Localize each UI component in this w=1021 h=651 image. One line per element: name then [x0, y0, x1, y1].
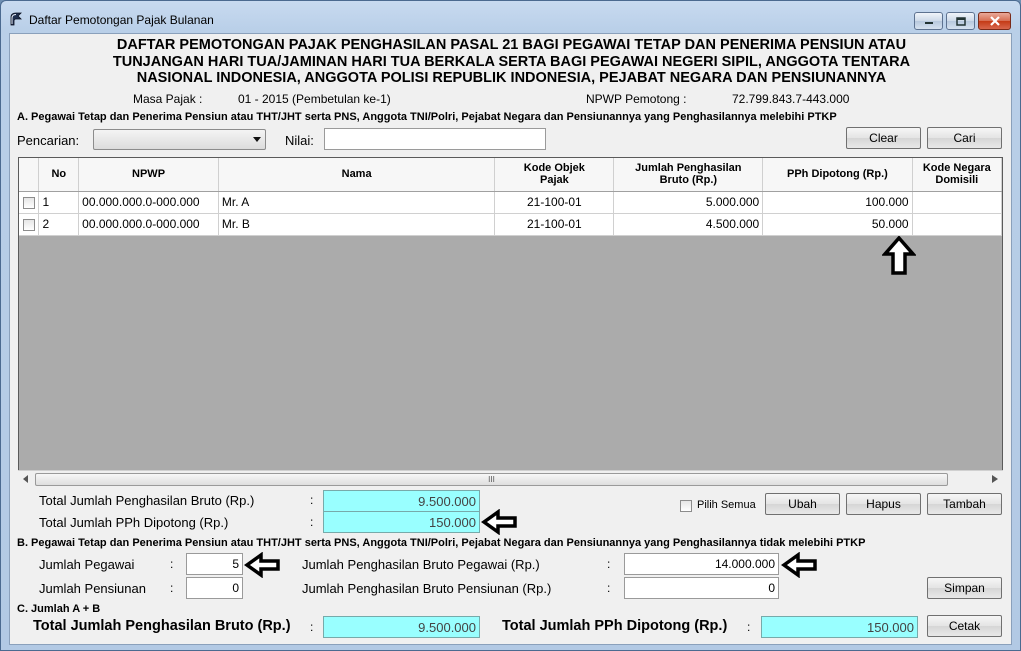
cell-nama: Mr. B [218, 213, 494, 235]
tambah-button[interactable]: Tambah [927, 493, 1002, 515]
bruto-pegawai-input[interactable]: 14.000.000 [624, 553, 779, 575]
jumlah-pensiunan-input[interactable]: 0 [186, 577, 243, 599]
window-title: Daftar Pemotongan Pajak Bulanan [29, 13, 214, 27]
cell-pph: 50.000 [763, 213, 912, 235]
total-pph-label: Total Jumlah PPh Dipotong (Rp.) [39, 515, 229, 530]
masa-pajak-label: Masa Pajak : [133, 92, 203, 106]
heading-line-2: TUNJANGAN HARI TUA/JAMINAN HARI TUA BERKALA SERTA BAGI PEGAWAI NEGERI SIPIL, ANGGOTA TENTARA [112, 53, 911, 70]
grand-total-bruto-label: Total Jumlah Penghasilan Bruto (Rp.) [33, 618, 291, 634]
maximize-icon [956, 17, 966, 26]
total-pph-field: 150.000 [323, 511, 480, 533]
left-arrow-icon [244, 552, 282, 578]
cell-kode-objek: 21-100-01 [495, 213, 614, 235]
colon: : [170, 557, 174, 571]
bruto-pensiunan-label: Jumlah Penghasilan Bruto Pensiunan (Rp.) [302, 581, 552, 596]
colon: : [310, 493, 314, 507]
cell-npwp: 00.000.000.0-000.000 [79, 213, 219, 235]
colon: : [170, 581, 174, 595]
section-a-title: A. Pegawai Tetap dan Penerima Pensiun atau THT/JHT serta PNS, Anggota TNI/Polri, Pejabat Negara dan Pensiunannya yang Penghasilannya melebihi PTKP [17, 111, 837, 123]
column-header-kode-objek[interactable]: Kode Objek Pajak [495, 158, 614, 191]
row-checkbox[interactable] [23, 219, 35, 231]
form-body [9, 33, 1012, 645]
section-b-title: B. Pegawai Tetap dan Penerima Pensiun atau THT/JHT serta PNS, Anggota TNI/Polri, Pejabat Negara dan Pensiunannya yang Penghasilannya tidak melebihi PTKP [17, 537, 866, 549]
chevron-down-icon [253, 137, 261, 143]
table-row[interactable] [19, 213, 1002, 235]
ubah-button[interactable]: Ubah [765, 493, 840, 515]
masa-pajak-value: 01 - 2015 (Pembetulan ke-1) [238, 92, 391, 106]
grand-total-pph-field: 150.000 [761, 616, 918, 638]
npwp-pemotong-label: NPWP Pemotong : [586, 92, 687, 106]
row-checkbox-cell[interactable] [19, 191, 39, 213]
row-checkbox-cell[interactable] [19, 213, 39, 235]
up-arrow-icon [882, 236, 916, 276]
pencarian-select[interactable] [93, 129, 266, 150]
column-header-no[interactable]: No [39, 158, 79, 191]
cell-kode-negara [912, 213, 1001, 235]
clear-button[interactable]: Clear [846, 127, 921, 149]
column-header-npwp[interactable]: NPWP [79, 158, 219, 191]
bruto-pegawai-label: Jumlah Penghasilan Bruto Pegawai (Rp.) [302, 557, 540, 572]
grand-total-bruto-field: 9.500.000 [323, 616, 480, 638]
colon: : [310, 515, 314, 529]
bruto-pensiunan-input[interactable]: 0 [624, 577, 779, 599]
simpan-button[interactable]: Simpan [927, 577, 1002, 599]
data-grid[interactable] [18, 157, 1003, 487]
table-header-row [19, 158, 1002, 191]
cell-kode-objek: 21-100-01 [495, 191, 614, 213]
cell-bruto: 4.500.000 [614, 213, 763, 235]
total-bruto-field: 9.500.000 [323, 490, 480, 512]
cell-no: 1 [39, 191, 79, 213]
colon: : [607, 581, 611, 595]
app-icon [8, 11, 24, 27]
colon: : [607, 557, 611, 571]
scroll-left-icon[interactable] [23, 475, 29, 483]
left-arrow-icon [781, 552, 819, 578]
heading-line-1: DAFTAR PEMOTONGAN PAJAK PENGHASILAN PASAL 21 BAGI PEGAWAI TETAP DAN PENERIMA PENSIUN ATAU [116, 37, 907, 53]
pilih-semua-label[interactable]: Pilih Semua [697, 499, 756, 511]
close-icon [989, 16, 1001, 26]
cell-bruto: 5.000.000 [614, 191, 763, 213]
heading-line-3: NASIONAL INDONESIA, ANGGOTA POLISI REPUBLIK INDONESIA, PEJABAT NEGARA DAN PENSIUNANNYA [136, 70, 887, 86]
nilai-label: Nilai: [285, 133, 314, 148]
scrollbar-thumb[interactable]: III [35, 473, 948, 486]
horizontal-scrollbar[interactable] [18, 470, 1003, 487]
maximize-button[interactable] [946, 12, 975, 30]
npwp-pemotong-value: 72.799.843.7-443.000 [732, 92, 850, 106]
nilai-input[interactable] [324, 128, 546, 150]
cell-nama: Mr. A [218, 191, 494, 213]
column-header-nama[interactable]: Nama [218, 158, 494, 191]
section-c-title: C. Jumlah A + B [17, 603, 101, 615]
jumlah-pensiunan-label: Jumlah Pensiunan [39, 581, 146, 596]
pencarian-label: Pencarian: [17, 133, 80, 148]
column-header-bruto[interactable]: Jumlah Penghasilan Bruto (Rp.) [614, 158, 763, 191]
column-header-pph[interactable]: PPh Dipotong (Rp.) [763, 158, 912, 191]
column-header-select [19, 158, 39, 191]
cell-npwp: 00.000.000.0-000.000 [79, 191, 219, 213]
scroll-right-icon[interactable] [992, 475, 998, 483]
column-header-kode-negara[interactable]: Kode Negara Domisili [912, 158, 1001, 191]
minimize-button[interactable] [914, 12, 943, 30]
close-button[interactable] [978, 12, 1011, 30]
cell-no: 2 [39, 213, 79, 235]
pilih-semua-checkbox[interactable] [680, 500, 692, 512]
hapus-button[interactable]: Hapus [846, 493, 921, 515]
table-row[interactable] [19, 191, 1002, 213]
cetak-button[interactable]: Cetak [927, 615, 1002, 637]
total-bruto-label: Total Jumlah Penghasilan Bruto (Rp.) [39, 493, 255, 508]
minimize-icon [924, 17, 934, 25]
colon: : [310, 620, 314, 634]
title-bar[interactable] [1, 1, 1020, 33]
jumlah-pegawai-input[interactable]: 5 [186, 553, 243, 575]
report-heading [10, 37, 1013, 87]
data-table [19, 158, 1002, 236]
jumlah-pegawai-label: Jumlah Pegawai [39, 557, 135, 572]
cell-pph: 100.000 [763, 191, 912, 213]
colon: : [747, 620, 751, 634]
cell-kode-negara [912, 191, 1001, 213]
row-checkbox[interactable] [23, 197, 35, 209]
cari-button[interactable]: Cari [927, 127, 1002, 149]
grand-total-pph-label: Total Jumlah PPh Dipotong (Rp.) [502, 618, 728, 634]
left-arrow-icon [481, 509, 519, 535]
